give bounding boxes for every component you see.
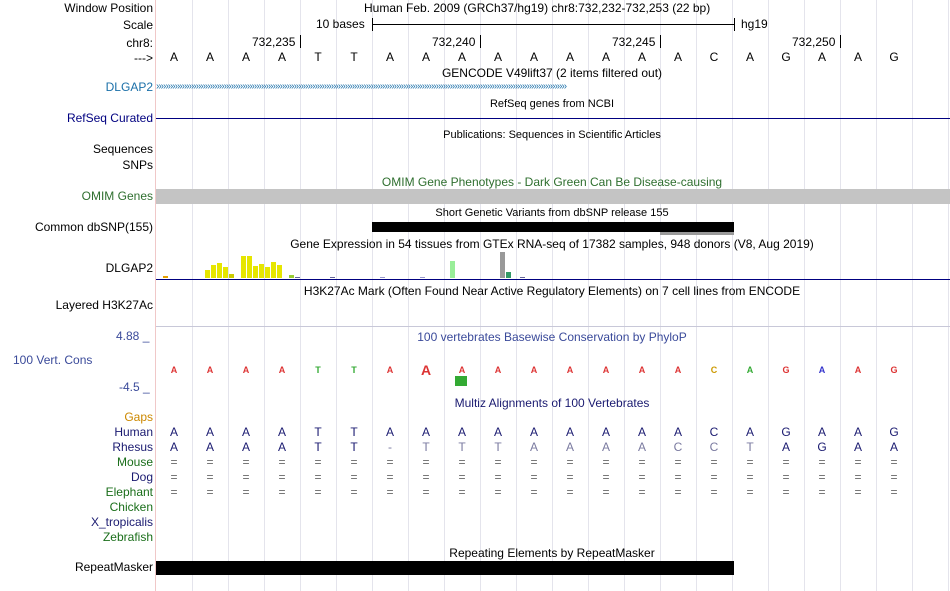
alignment-base: = [890, 455, 898, 469]
phylop-min-label: -4.5 _ [119, 380, 150, 394]
alignment-base: = [494, 455, 502, 469]
repeatmasker-track-title: Repeating Elements by RepeatMasker [449, 546, 655, 560]
alignment-base: = [674, 470, 682, 484]
alignment-base: A [277, 425, 286, 439]
gtex-bar[interactable] [420, 277, 425, 278]
species-label[interactable]: Dog [130, 470, 153, 484]
alignment-base: A [385, 425, 394, 439]
gtex-track-title: Gene Expression in 54 tissues from GTEx RNA-seq of 17382 samples, 948 donors (V8, Aug 2019) [290, 237, 814, 251]
alignment-base: A [277, 440, 286, 454]
alignment-base: A [421, 425, 430, 439]
phylop-base-glyph: A [420, 362, 432, 378]
phylop-track-title: 100 vertebrates Basewise Conservation by PhyloP [417, 330, 687, 344]
gtex-bar[interactable] [229, 274, 234, 278]
repeatmasker-label[interactable]: RepeatMasker [74, 560, 153, 574]
alignment-base: = [746, 470, 754, 484]
sequence-base: G [781, 50, 791, 64]
species-label[interactable]: Mouse [116, 455, 153, 469]
alignment-base: A [241, 440, 250, 454]
repeatmasker-element-bar[interactable] [156, 561, 734, 575]
alignment-base: = [674, 455, 682, 469]
phylop-negative-mark [455, 376, 467, 386]
publications-track-title: Publications: Sequences in Scientific Articles [443, 129, 661, 141]
alignment-base: = [566, 485, 574, 499]
alignment-base: A [169, 440, 178, 454]
gtex-bar[interactable] [223, 267, 228, 278]
species-label[interactable]: Elephant [105, 485, 153, 499]
phylop-base-glyph: C [710, 365, 718, 375]
dbsnp-track-title: Short Genetic Variants from dbSNP release 155 [435, 207, 669, 219]
coord-tick-2 [480, 35, 481, 48]
sequence-base: T [350, 50, 358, 64]
sequence-base: A [745, 50, 754, 64]
gencode-gene-feature[interactable]: ›››››››››››››››››››››››››››››››››››››››››››››››››››››››››››››››››››››››››››››››››››››››››››››››››››››››››››››››››››››››››››››››››››››››››››››››››››››››››››››››››››››››››››››››› [156, 81, 567, 92]
gtex-bar[interactable] [253, 266, 258, 278]
omim-track-title: OMIM Gene Phenotypes - Dark Green Can Be Disease-causing [381, 175, 723, 189]
multiz-track-title: Multiz Alignments of 100 Vertebrates [454, 396, 650, 410]
alignment-base: = [782, 455, 790, 469]
alignment-base: = [602, 470, 610, 484]
phylop-base-glyph: G [890, 365, 898, 375]
alignment-base: = [386, 470, 394, 484]
phylop-base-glyph: G [782, 365, 790, 375]
alignment-base: = [494, 485, 502, 499]
alignment-base: A [205, 440, 214, 454]
h3k27ac-label[interactable]: Layered H3K27Ac [55, 298, 153, 312]
sequence-base: A [385, 50, 394, 64]
alignment-base: A [601, 425, 610, 439]
gtex-bar[interactable] [380, 277, 385, 278]
alignment-base: T [350, 440, 358, 454]
gtex-bar[interactable] [205, 270, 210, 278]
alignment-base: A [745, 425, 754, 439]
phylop-base-glyph: A [818, 365, 826, 375]
alignment-base: G [889, 425, 899, 439]
phylop-base-glyph: A [206, 365, 214, 375]
strand-label: ---> [134, 51, 153, 65]
alignment-base: A [817, 425, 826, 439]
coord-label-1: 732,235 [252, 35, 296, 49]
alignment-base: A [457, 425, 466, 439]
alignment-base: T [314, 425, 322, 439]
alignment-base: A [529, 425, 538, 439]
alignment-base: = [206, 455, 214, 469]
alignment-base: = [602, 455, 610, 469]
scale-bases-text: 10 bases [316, 17, 365, 31]
alignment-base: = [206, 485, 214, 499]
alignment-base: = [242, 455, 250, 469]
alignment-base: = [710, 470, 718, 484]
alignment-base: A [241, 425, 250, 439]
phylop-base-glyph: A [278, 365, 286, 375]
alignment-base: = [458, 470, 466, 484]
alignment-base: = [170, 455, 178, 469]
alignment-base: T [314, 440, 322, 454]
alignment-base: T [350, 425, 358, 439]
sequence-base: A [673, 50, 682, 64]
gtex-bar[interactable] [217, 263, 222, 278]
scale-bar-right-tick [734, 18, 735, 31]
sequence-base: A [457, 50, 466, 64]
alignment-base: = [458, 455, 466, 469]
alignment-base: A [853, 425, 862, 439]
alignment-base: C [709, 440, 719, 454]
alignment-base: T [494, 440, 502, 454]
alignment-base: A [637, 440, 646, 454]
alignment-base: = [890, 485, 898, 499]
phylop-base-glyph: A [746, 365, 754, 375]
alignment-base: A [781, 440, 790, 454]
alignment-base: = [242, 470, 250, 484]
window-position-label: Window Position [64, 1, 153, 15]
publications-snps-label[interactable]: SNPs [122, 158, 153, 172]
coord-label-3: 732,245 [612, 35, 656, 49]
phylop-base-glyph: A [674, 365, 682, 375]
alignment-base: A [853, 440, 862, 454]
alignment-base: C [673, 440, 683, 454]
species-label[interactable]: Zebrafish [102, 530, 153, 544]
species-label[interactable]: Rhesus [112, 440, 153, 454]
alignment-base: = [710, 485, 718, 499]
alignment-base: = [746, 455, 754, 469]
alignment-base: T [458, 440, 466, 454]
alignment-base: = [782, 470, 790, 484]
phylop-base-glyph: A [602, 365, 610, 375]
alignment-base: = [350, 485, 358, 499]
gtex-bar[interactable] [241, 256, 246, 278]
phylop-base-glyph: A [242, 365, 250, 375]
alignment-base: C [709, 425, 719, 439]
assembly-position-text: Human Feb. 2009 (GRCh37/hg19) chr8:732,232-732,253 (22 bp) [364, 1, 711, 15]
refseq-track-title: RefSeq genes from NCBI [489, 98, 615, 110]
alignment-base: = [710, 455, 718, 469]
alignment-base: = [242, 485, 250, 499]
sequence-base: A [817, 50, 826, 64]
omim-label[interactable]: OMIM Genes [81, 189, 153, 203]
dbsnp-label[interactable]: Common dbSNP(155) [34, 220, 153, 234]
gtex-bar[interactable] [520, 277, 525, 278]
alignment-base: = [422, 455, 430, 469]
alignment-base: T [422, 440, 430, 454]
alignment-base: - [388, 440, 392, 454]
gtex-bar[interactable] [506, 272, 511, 278]
alignment-base: = [746, 485, 754, 499]
gtex-bar[interactable] [450, 261, 455, 278]
alignment-base: = [422, 485, 430, 499]
gtex-bar[interactable] [259, 264, 264, 278]
species-label[interactable]: Chicken [109, 500, 153, 514]
alignment-base: = [170, 470, 178, 484]
sequence-base: A [169, 50, 178, 64]
alignment-base: = [782, 485, 790, 499]
dbsnp-variant-bar[interactable] [372, 222, 734, 232]
phylop-max-label: 4.88 _ [116, 329, 150, 343]
phylop-base-glyph: A [170, 365, 178, 375]
chrom-label: chr8: [126, 36, 153, 50]
coord-tick-1 [300, 35, 301, 48]
alignment-base: = [674, 485, 682, 499]
alignment-base: = [314, 485, 322, 499]
alignment-base: A [169, 425, 178, 439]
gencode-gene-label[interactable]: DLGAP2 [105, 80, 153, 94]
coord-label-4: 732,250 [792, 35, 836, 49]
species-label[interactable]: X_tropicalis [90, 515, 153, 529]
gtex-bar[interactable] [330, 277, 335, 278]
sequence-base: A [853, 50, 862, 64]
sequence-base: A [637, 50, 646, 64]
alignment-base: = [314, 455, 322, 469]
phylop-base-glyph: A [494, 365, 502, 375]
species-label[interactable]: Human [114, 425, 153, 439]
phylop-base-glyph: A [386, 365, 394, 375]
coord-label-2: 732,240 [432, 35, 476, 49]
alignment-base: = [638, 455, 646, 469]
alignment-base: G [817, 440, 827, 454]
gtex-bar[interactable] [271, 262, 276, 278]
sequence-base: G [889, 50, 899, 64]
scale-bar-left-tick [372, 18, 373, 31]
gtex-bar[interactable] [265, 267, 270, 278]
phylop-base-glyph: T [351, 365, 357, 375]
alignment-base: = [890, 470, 898, 484]
alignment-base: = [206, 470, 214, 484]
alignment-base: = [170, 485, 178, 499]
gtex-gene-label[interactable]: DLGAP2 [105, 261, 153, 275]
coord-tick-3 [660, 35, 661, 48]
gtex-bar[interactable] [247, 256, 252, 278]
alignment-base: = [818, 455, 826, 469]
alignment-base: A [637, 425, 646, 439]
alignment-base: A [565, 440, 574, 454]
alignment-base: = [638, 470, 646, 484]
scale-bar [372, 24, 734, 25]
alignment-base: = [278, 455, 286, 469]
gtex-bar[interactable] [289, 275, 294, 278]
alignment-base: = [530, 455, 538, 469]
sequence-base: A [241, 50, 250, 64]
phylop-base-glyph: A [458, 365, 466, 375]
sequence-base: T [314, 50, 322, 64]
sequence-base: A [493, 50, 502, 64]
alignment-base: A [889, 440, 898, 454]
gtex-bar[interactable] [211, 265, 216, 278]
alignment-base: A [529, 440, 538, 454]
sequence-base: A [205, 50, 214, 64]
gtex-bar[interactable] [163, 276, 168, 278]
alignment-base: A [493, 425, 502, 439]
alignment-base: = [350, 455, 358, 469]
gencode-track-title: GENCODE V49lift37 (2 items filtered out) [441, 66, 663, 80]
gtex-gene-line[interactable] [156, 279, 950, 280]
alignment-base: A [601, 440, 610, 454]
omim-gene-bar[interactable] [156, 189, 950, 204]
alignment-base: = [854, 470, 862, 484]
alignment-base: = [314, 470, 322, 484]
coord-tick-4 [840, 35, 841, 48]
phylop-base-glyph: A [638, 365, 646, 375]
gtex-bar[interactable] [500, 252, 505, 278]
publications-sequences-label[interactable]: Sequences [92, 142, 153, 156]
alignment-base: A [205, 425, 214, 439]
alignment-base: = [854, 485, 862, 499]
alignment-base: = [386, 455, 394, 469]
scale-db-text: hg19 [741, 17, 768, 31]
alignment-base: = [818, 470, 826, 484]
alignment-base: = [566, 470, 574, 484]
sequence-base: A [529, 50, 538, 64]
sequence-base: A [565, 50, 574, 64]
sequence-base: A [601, 50, 610, 64]
alignment-base: = [494, 470, 502, 484]
alignment-base: G [781, 425, 791, 439]
alignment-base: A [565, 425, 574, 439]
alignment-base: = [530, 470, 538, 484]
phylop-label[interactable]: 100 Vert. Cons [13, 353, 93, 367]
refseq-gene-line[interactable] [156, 118, 950, 119]
multiz-gaps-label[interactable]: Gaps [124, 410, 153, 424]
alignment-base: = [638, 485, 646, 499]
sequence-base: A [421, 50, 430, 64]
alignment-base: = [386, 485, 394, 499]
scale-label: Scale [122, 18, 153, 32]
phylop-base-glyph: A [530, 365, 538, 375]
phylop-base-glyph: A [566, 365, 574, 375]
alignment-base: T [746, 440, 754, 454]
refseq-label[interactable]: RefSeq Curated [66, 111, 153, 125]
alignment-base: = [278, 485, 286, 499]
h3k27ac-track-title: H3K27Ac Mark (Often Found Near Active Regulatory Elements) on 7 cell lines from ENCODE [303, 284, 801, 298]
phylop-base-glyph: A [854, 365, 862, 375]
alignment-base: = [854, 455, 862, 469]
gtex-bar[interactable] [295, 277, 300, 278]
alignment-base: = [602, 485, 610, 499]
dbsnp-variant-bar-secondary[interactable] [660, 232, 734, 235]
h3k27ac-baseline [156, 326, 950, 327]
alignment-base: = [458, 485, 466, 499]
alignment-base: = [530, 485, 538, 499]
alignment-base: = [818, 485, 826, 499]
alignment-base: = [278, 470, 286, 484]
alignment-base: A [673, 425, 682, 439]
phylop-base-glyph: T [315, 365, 321, 375]
sequence-base: C [709, 50, 719, 64]
gtex-bar[interactable] [277, 265, 282, 278]
alignment-base: = [350, 470, 358, 484]
sequence-base: A [277, 50, 286, 64]
alignment-base: = [566, 455, 574, 469]
alignment-base: = [422, 470, 430, 484]
